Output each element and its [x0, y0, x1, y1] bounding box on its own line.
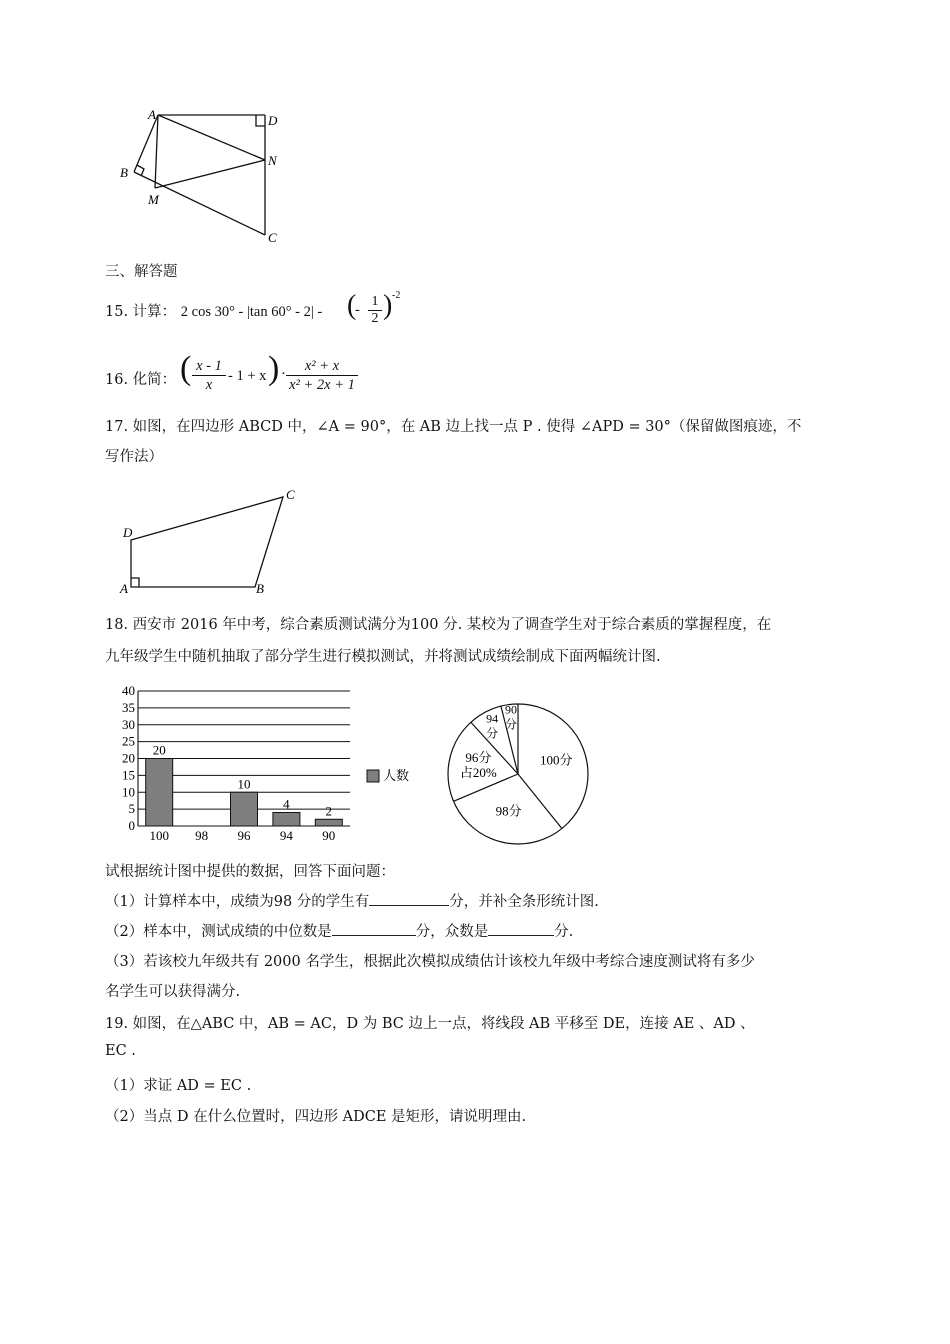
- q15-frac-num: 1: [371, 294, 379, 309]
- q15-minus: -: [355, 302, 360, 318]
- fig1-label-n: N: [268, 153, 277, 168]
- bar-90: [315, 819, 342, 826]
- fig1-label-m: M: [148, 192, 159, 207]
- bar-ytick-label: 35: [122, 699, 135, 715]
- pie-chart: [440, 695, 620, 855]
- bar-xtick-label: 100: [149, 828, 169, 843]
- legend-swatch: [367, 770, 379, 782]
- q18-line1: 18. 西安市 2016 年中考，综合素质测试满分为100 分. 某校为了调查学生对于综合素质的掌握程度，在: [105, 617, 772, 633]
- pie-slice-label: 98分: [495, 803, 522, 819]
- fig17-label-d: D: [123, 525, 133, 540]
- fig1-label-b: B: [120, 165, 128, 180]
- q15-expr-a: 2 cos 30° - |tan 60° - 2| -: [180, 304, 323, 320]
- pie-slice-label: 90 分: [504, 702, 517, 732]
- fig17-label-a: A: [120, 581, 128, 596]
- q19-line2: EC .: [105, 1043, 136, 1059]
- q15-frac-den: 2: [368, 310, 382, 327]
- q15-prefix: 15. 计算：: [105, 304, 177, 320]
- q16-paren-left: (: [180, 350, 192, 387]
- fig1-label-a: A: [148, 107, 156, 122]
- bar-data-label: 2: [325, 803, 333, 819]
- q18-sub1-blank[interactable]: [369, 891, 449, 906]
- bar-ytick-label: 5: [128, 801, 135, 817]
- q15-paren-right: ): [383, 290, 393, 321]
- bar-ytick-label: 0: [128, 818, 135, 833]
- fig1-label-c: C: [268, 230, 277, 245]
- pie-slice-label: 94 分: [486, 711, 499, 741]
- bar-data-label: 20: [152, 742, 166, 758]
- q15-exponent: -2: [392, 290, 401, 301]
- q19-line1: 19. 如图，在△ABC 中，AB = AC，D 为 BC 边上一点，将线段 AB 平移至 DE，连接 AE 、AD 、: [105, 1016, 755, 1032]
- q18-prompt: 试根据统计图中提供的数据，回答下面问题：: [105, 864, 395, 880]
- bar-xtick-label: 94: [279, 828, 293, 843]
- q18-line2: 九年级学生中随机抽取了部分学生进行模拟测试，并将测试成绩绘制成下面两幅统计图.: [105, 649, 661, 665]
- q16-fraction-1: [192, 357, 226, 394]
- q19-sub1: （1）求证 AD = EC .: [105, 1078, 252, 1094]
- q16-prefix: 16. 化简：: [105, 372, 177, 388]
- q18-sub3-line2: 名学生可以获得满分.: [105, 984, 241, 1000]
- q18-sub2-a: （2）样本中，测试成绩的中位数是: [105, 924, 332, 940]
- q18-sub1-a: （1）计算样本中，成绩为98 分的学生有: [105, 894, 370, 910]
- q16-paren-right: ): [268, 350, 280, 387]
- bar-ytick-label: 20: [122, 750, 135, 766]
- q15-fraction: [368, 294, 382, 327]
- bar-data-label: 10: [237, 776, 251, 792]
- q16-dot: ·: [281, 366, 286, 382]
- bar-xtick-label: 90: [322, 828, 336, 843]
- bar-100: [146, 759, 173, 827]
- q17-line1: 17. 如图，在四边形 ABCD 中，∠A = 90°，在 AB 边上找一点 P . 使得 ∠APD = 30°（保留做图痕迹，不: [105, 419, 802, 435]
- legend-label: 人数: [383, 768, 410, 783]
- fig17-label-c: C: [286, 487, 295, 502]
- q18-sub2-blank-2[interactable]: [488, 921, 554, 936]
- bar-chart: [110, 685, 430, 845]
- q18-sub2-b: 分，众数是: [415, 924, 489, 940]
- bar-96: [231, 792, 258, 826]
- bar-ytick-label: 30: [122, 716, 135, 732]
- q18-sub2-blank-1[interactable]: [332, 921, 416, 936]
- bar-ytick-label: 25: [122, 733, 135, 749]
- pie-slice-label: 96分占20%: [459, 749, 497, 780]
- fig17-label-b: B: [256, 581, 264, 596]
- q16-fraction-2: [286, 357, 358, 394]
- q18-sub2: [105, 920, 573, 941]
- bar-94: [273, 813, 300, 827]
- figure-1-geometry: [110, 105, 290, 245]
- q16-f2-den: x² + 2x + 1: [286, 375, 358, 394]
- q16-f2-num: x² + x: [304, 358, 340, 374]
- q18-sub1: [105, 890, 599, 911]
- q16-f1-num: x - 1: [196, 358, 222, 374]
- bar-ytick-label: 15: [122, 767, 135, 783]
- figure-17-quadrilateral: [115, 485, 305, 600]
- q16-f1-den: x: [192, 375, 226, 394]
- q16-rest: - 1 + x: [228, 368, 267, 384]
- bar-data-label: 4: [283, 796, 290, 812]
- q18-sub1-b: 分，并补全条形统计图.: [449, 894, 599, 910]
- bar-xtick-label: 96: [237, 828, 251, 843]
- q19-sub2: （2）当点 D 在什么位置时，四边形 ADCE 是矩形，请说明理由.: [105, 1109, 527, 1125]
- bar-xtick-label: 98: [195, 828, 209, 843]
- pie-slice-label: 100分: [540, 752, 573, 768]
- bar-ytick-label: 10: [122, 784, 135, 800]
- section-title: 三、解答题: [105, 264, 178, 280]
- q17-line2: 写作法）: [105, 449, 163, 465]
- q18-sub3-line1: （3）若该校九年级共有 2000 名学生，根据此次模拟成绩估计该校九年级中考综合速度测试将有多少: [105, 954, 755, 970]
- q15: [105, 300, 322, 321]
- fig1-label-d: D: [268, 113, 278, 128]
- q15-paren-left: (: [347, 290, 357, 321]
- q18-sub2-c: 分.: [554, 924, 574, 940]
- bar-ytick-label: 40: [122, 685, 135, 698]
